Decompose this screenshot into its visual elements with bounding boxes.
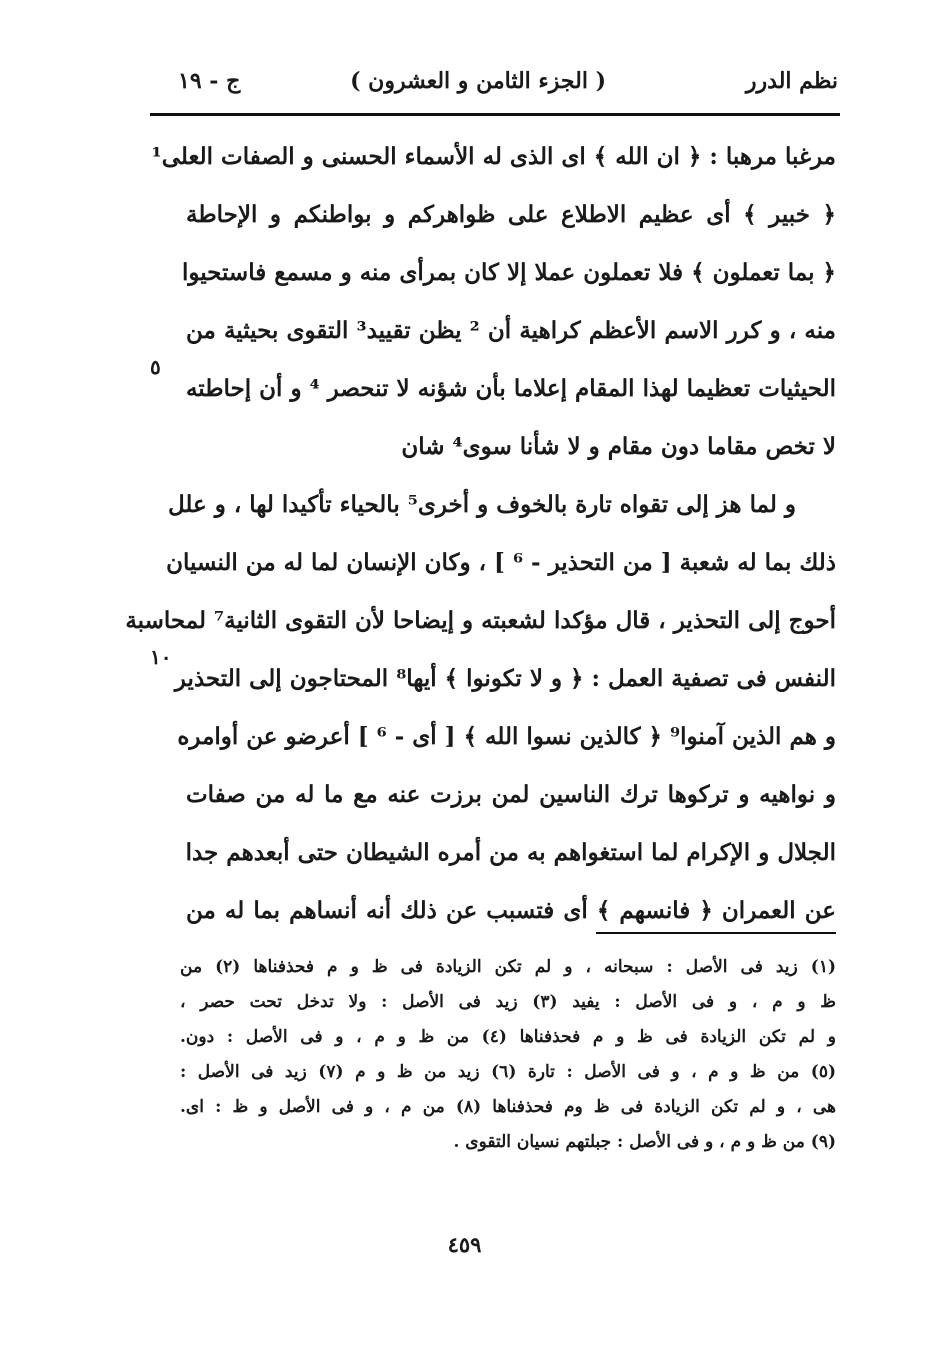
line-number-10: ١٠ (150, 645, 172, 669)
text-line: لا تخص مقاما دون مقام و لا شأنا سوى⁴ شان (401, 433, 836, 460)
text-line: و هم الذين آمنوا⁹ ﴿ كالذين نسوا الله ﴾ [ أى - ⁶ ] أعرضو عن أوامره (177, 723, 836, 750)
text-line: الحيثيات تعظيما لهذا المقام إعلاما بأن شؤنه لا تنحصر ⁴ و أن إحاطته (185, 375, 836, 402)
page-number: ٤٥٩ (447, 1232, 482, 1257)
text-line: ﴿ خبير ﴾ أى عظيم الاطلاع على ظواهركم و بواطنكم و الإحاطة (186, 201, 836, 228)
header-rule (150, 113, 840, 116)
volume-label: ج - ١٩ (178, 68, 241, 94)
line-number-5: ٥ (150, 355, 161, 379)
text-line: ﴿ بما تعملون ﴾ فلا تعملون عملا إلا كان بمرأى منه و مسمع فاستحيوا (181, 259, 836, 286)
footnotes (180, 950, 836, 1160)
text-line: عن العمران ﴿ فانسهم ﴾ أى فتسبب عن ذلك أنه أنساهم بما له من (186, 897, 836, 924)
book-title: نظم الدرر (745, 68, 838, 94)
part-title: ( الجزء الثامن و العشرون ) (350, 68, 606, 94)
text-line: الجلال و الإكرام لما استغواهم به من أمره الشيطان حتى أبعدهم جدا (185, 839, 836, 866)
text-line: منه ، و كرر الاسم الأعظم كراهية أن ² يظن تقييد³ التقوى بحيثية من (186, 317, 836, 344)
footnote-line: و لم تكن الزيادة فى ظ و م فحذفناها (٤) من ظ و م ، و فى الأصل : دون. (180, 1027, 836, 1047)
footnote-line: (٩) من ظ و م ، و فى الأصل : جبلتهم نسيان التقوى . (453, 1132, 836, 1152)
text-line: ذلك بما له شعبة [ من التحذير - ⁶ ] ، وكان الإنسان لما له من النسيان (166, 549, 836, 576)
text-line: النفس فى تصفية العمل : ﴿ و لا تكونوا ﴾ أيها⁸ المحتاجون إلى التحذير (174, 665, 836, 692)
running-header (178, 62, 838, 106)
text-line: و نواهيه و تركوها ترك الناسين لمن برزت عنه مع ما له من صفات (186, 781, 836, 808)
text-line: أحوج إلى التحذير ، قال مؤكدا لشعبته و إيضاحا لأن التقوى الثانية⁷ لمحاسبة (125, 607, 836, 634)
footnote-line: (٥) من ظ و م ، و فى الأصل : تارة (٦) زيد من ظ و م (٧) زيد فى الأصل : (180, 1062, 837, 1082)
footnote-line: (١) زيد فى الأصل : سبحانه ، و لم تكن الزيادة فى ظ و م فحذفناها (٢) من (180, 957, 836, 977)
text-line: و لما هز إلى تقواه تارة بالخوف و أخرى⁵ بالحياء تأكيدا لها ، و علل (167, 491, 796, 518)
footnote-line: ظ و م ، و فى الأصل : يفيد (٣) زيد فى الأصل : ولا تدخل تحت حصر ، (180, 992, 836, 1012)
footnote-rule (596, 932, 836, 934)
text-line: مرغبا مرهبا : ﴿ ان الله ﴾ اى الذى له الأسماء الحسنى و الصفات العلى¹ (151, 143, 836, 170)
footnote-line: هى ، و لم تكن الزيادة فى ظ وم فحذفناها (٨) من م ، و فى الأصل و ظ : اى. (180, 1097, 836, 1117)
